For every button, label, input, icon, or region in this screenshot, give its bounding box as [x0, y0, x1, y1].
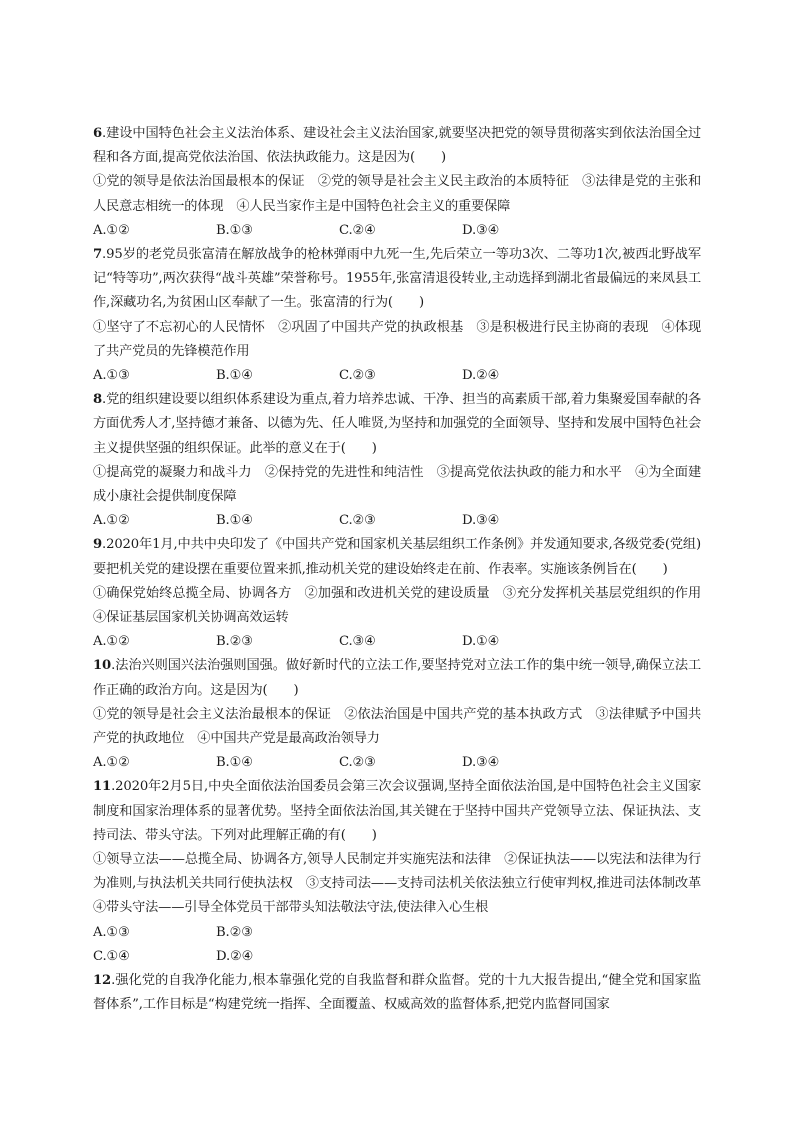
question-stem — [93, 122, 701, 170]
question-page — [93, 122, 715, 1017]
question-number: 9 — [93, 537, 103, 553]
option-a[interactable]: A.①② — [93, 634, 130, 650]
option-d[interactable]: D.③④ — [462, 513, 500, 529]
question-11 — [93, 775, 715, 969]
option-c[interactable]: C.②③ — [339, 755, 376, 771]
question-text: .2020年1月,中共中央印发了《中国共产党和国家机关基层组织工作条例》并发通知要求,各级党委(党组)要把机关党的建设摆在重要位置来抓,推动机关党的建设始终走在前、作表率。实施该条例旨在( ) — [93, 537, 701, 577]
option-c[interactable]: C.②③ — [339, 513, 376, 529]
option-b[interactable]: B.①④ — [216, 513, 253, 529]
option-a[interactable]: A.①② — [93, 513, 130, 529]
question-stem — [93, 243, 701, 316]
question-number: 10 — [93, 658, 112, 674]
answer-options — [93, 219, 701, 243]
answer-options — [93, 921, 701, 969]
statement-list: ①提高党的凝聚力和战斗力 ②保持党的先进性和纯洁性 ③提高党依法执政的能力和水平 ④为全面建成小康社会提供制度保障 — [93, 464, 701, 505]
option-a[interactable]: A.①② — [93, 755, 130, 771]
question-text: .党的组织建设要以组织体系建设为重点,着力培养忠诚、干净、担当的高素质干部,着力集聚爱国奉献的各方面优秀人才,坚持德才兼备、以德为先、任人唯贤,为坚持和加强党的全面领导、坚持和发展中国特色社会主义提供坚强的组织保证。此举的意义在于( ) — [93, 392, 701, 456]
option-b[interactable]: B.①④ — [216, 368, 253, 384]
statement-list: ①坚守了不忘初心的人民情怀 ②巩固了中国共产党的执政根基 ③是积极进行民主协商的表现 ④体现了共产党员的先锋模范作用 — [93, 319, 701, 359]
statement-list: ①党的领导是社会主义法治最根本的保证 ②依法治国是中国共产党的基本执政方式 ③法律赋予中国共产党的执政地位 ④中国共产党是最高政治领导力 — [93, 706, 701, 747]
option-d[interactable]: D.③④ — [462, 755, 500, 771]
option-c[interactable]: C.②③ — [339, 368, 376, 384]
option-d[interactable]: D.②④ — [216, 948, 254, 964]
question-stem — [93, 533, 701, 581]
option-b[interactable]: B.①④ — [216, 755, 253, 771]
question-8 — [93, 388, 701, 533]
question-text: .强化党的自我净化能力,根本靠强化党的自我监督和群众监督。党的十九大报告提出,“健全党和国家监督体系”,工作目标是“构建党统一指挥、全面覆盖、权威高效的监督体系,把党内监督同国家 — [93, 973, 701, 1013]
question-number: 12 — [93, 973, 112, 988]
option-c[interactable]: C.③④ — [339, 634, 376, 650]
option-d[interactable]: D.①④ — [462, 634, 500, 650]
question-stem — [93, 654, 701, 702]
option-a[interactable]: A.①③ — [93, 924, 130, 940]
option-b[interactable]: B.②③ — [216, 634, 253, 650]
statement-list: ①领导立法——总揽全局、协调各方,领导人民制定并实施宪法和法律 ②保证执法——以宪法和法律为行为准则,与执法机关共同行使执法权 ③支持司法——支持司法机关依法独立行使审判权,推进司法体制改革 ④带头守法——引导全体党员干部带头知法敬法守法,使法律入心生根 — [93, 852, 715, 916]
answer-options — [93, 364, 701, 388]
question-7 — [93, 243, 701, 388]
statement-list: ①党的领导是依法治国最根本的保证 ②党的领导是社会主义民主政治的本质特征 ③法律是党的主张和人民意志相统一的体现 ④人民当家作主是中国特色社会主义的重要保障 — [93, 174, 701, 214]
question-text: .95岁的老党员张富清在解放战争的枪林弹雨中九死一生,先后荣立一等功3次、二等功1次,被西北野战军记“特等功”,两次获得“战斗英雄”荣誉称号。1955年,张富清退役转业,主动选择到湖北省最偏远的来凤县工作,深藏功名,为贫困山区奉献了一生。张富清的行为( ) — [93, 247, 701, 311]
option-row — [93, 945, 701, 969]
option-d[interactable]: D.③④ — [462, 222, 500, 238]
question-text: .2020年2月5日,中央全面依法治国委员会第三次会议强调,坚持全面依法治国,是中国特色社会主义国家制度和国家治理体系的显著优势。坚持全面依法治国,其关键在于坚持中国共产党领导立法、保证执法、支持司法、带头守法。下列对此理解正确的有( ) — [93, 779, 701, 843]
option-d[interactable]: D.②④ — [462, 368, 500, 384]
question-number: 8 — [93, 392, 103, 408]
question-stem — [93, 969, 701, 1017]
option-row — [93, 921, 701, 945]
option-b[interactable]: B.①③ — [216, 222, 253, 238]
statement-list: ①确保党始终总揽全局、协调各方 ②加强和改进机关党的建设质量 ③充分发挥机关基层党组织的作用 ④保证基层国家机关协调高效运转 — [93, 585, 715, 626]
question-12 — [93, 969, 701, 1017]
question-number: 6 — [93, 126, 103, 141]
question-stem — [93, 388, 701, 461]
option-c[interactable]: C.①④ — [93, 948, 130, 964]
question-number: 11 — [93, 779, 112, 795]
answer-options — [93, 751, 701, 775]
question-text: .建设中国特色社会主义法治体系、建设社会主义法治国家,就要坚决把党的领导贯彻落实到依法治国全过程和各方面,提高党依法治国、依法执政能力。这是因为( ) — [93, 126, 701, 166]
option-b[interactable]: B.②③ — [216, 924, 253, 940]
question-10 — [93, 654, 701, 775]
question-stem — [93, 775, 701, 848]
option-c[interactable]: C.②④ — [339, 222, 376, 238]
question-9 — [93, 533, 715, 654]
option-a[interactable]: A.①② — [93, 222, 130, 238]
question-text: .法治兴则国兴法治强则国强。做好新时代的立法工作,要坚持党对立法工作的集中统一领导,确保立法工作正确的政治方向。这是因为( ) — [93, 658, 701, 698]
question-6 — [93, 122, 701, 243]
option-a[interactable]: A.①③ — [93, 368, 130, 384]
question-number: 7 — [93, 247, 103, 262]
answer-options — [93, 630, 701, 654]
answer-options — [93, 509, 701, 533]
